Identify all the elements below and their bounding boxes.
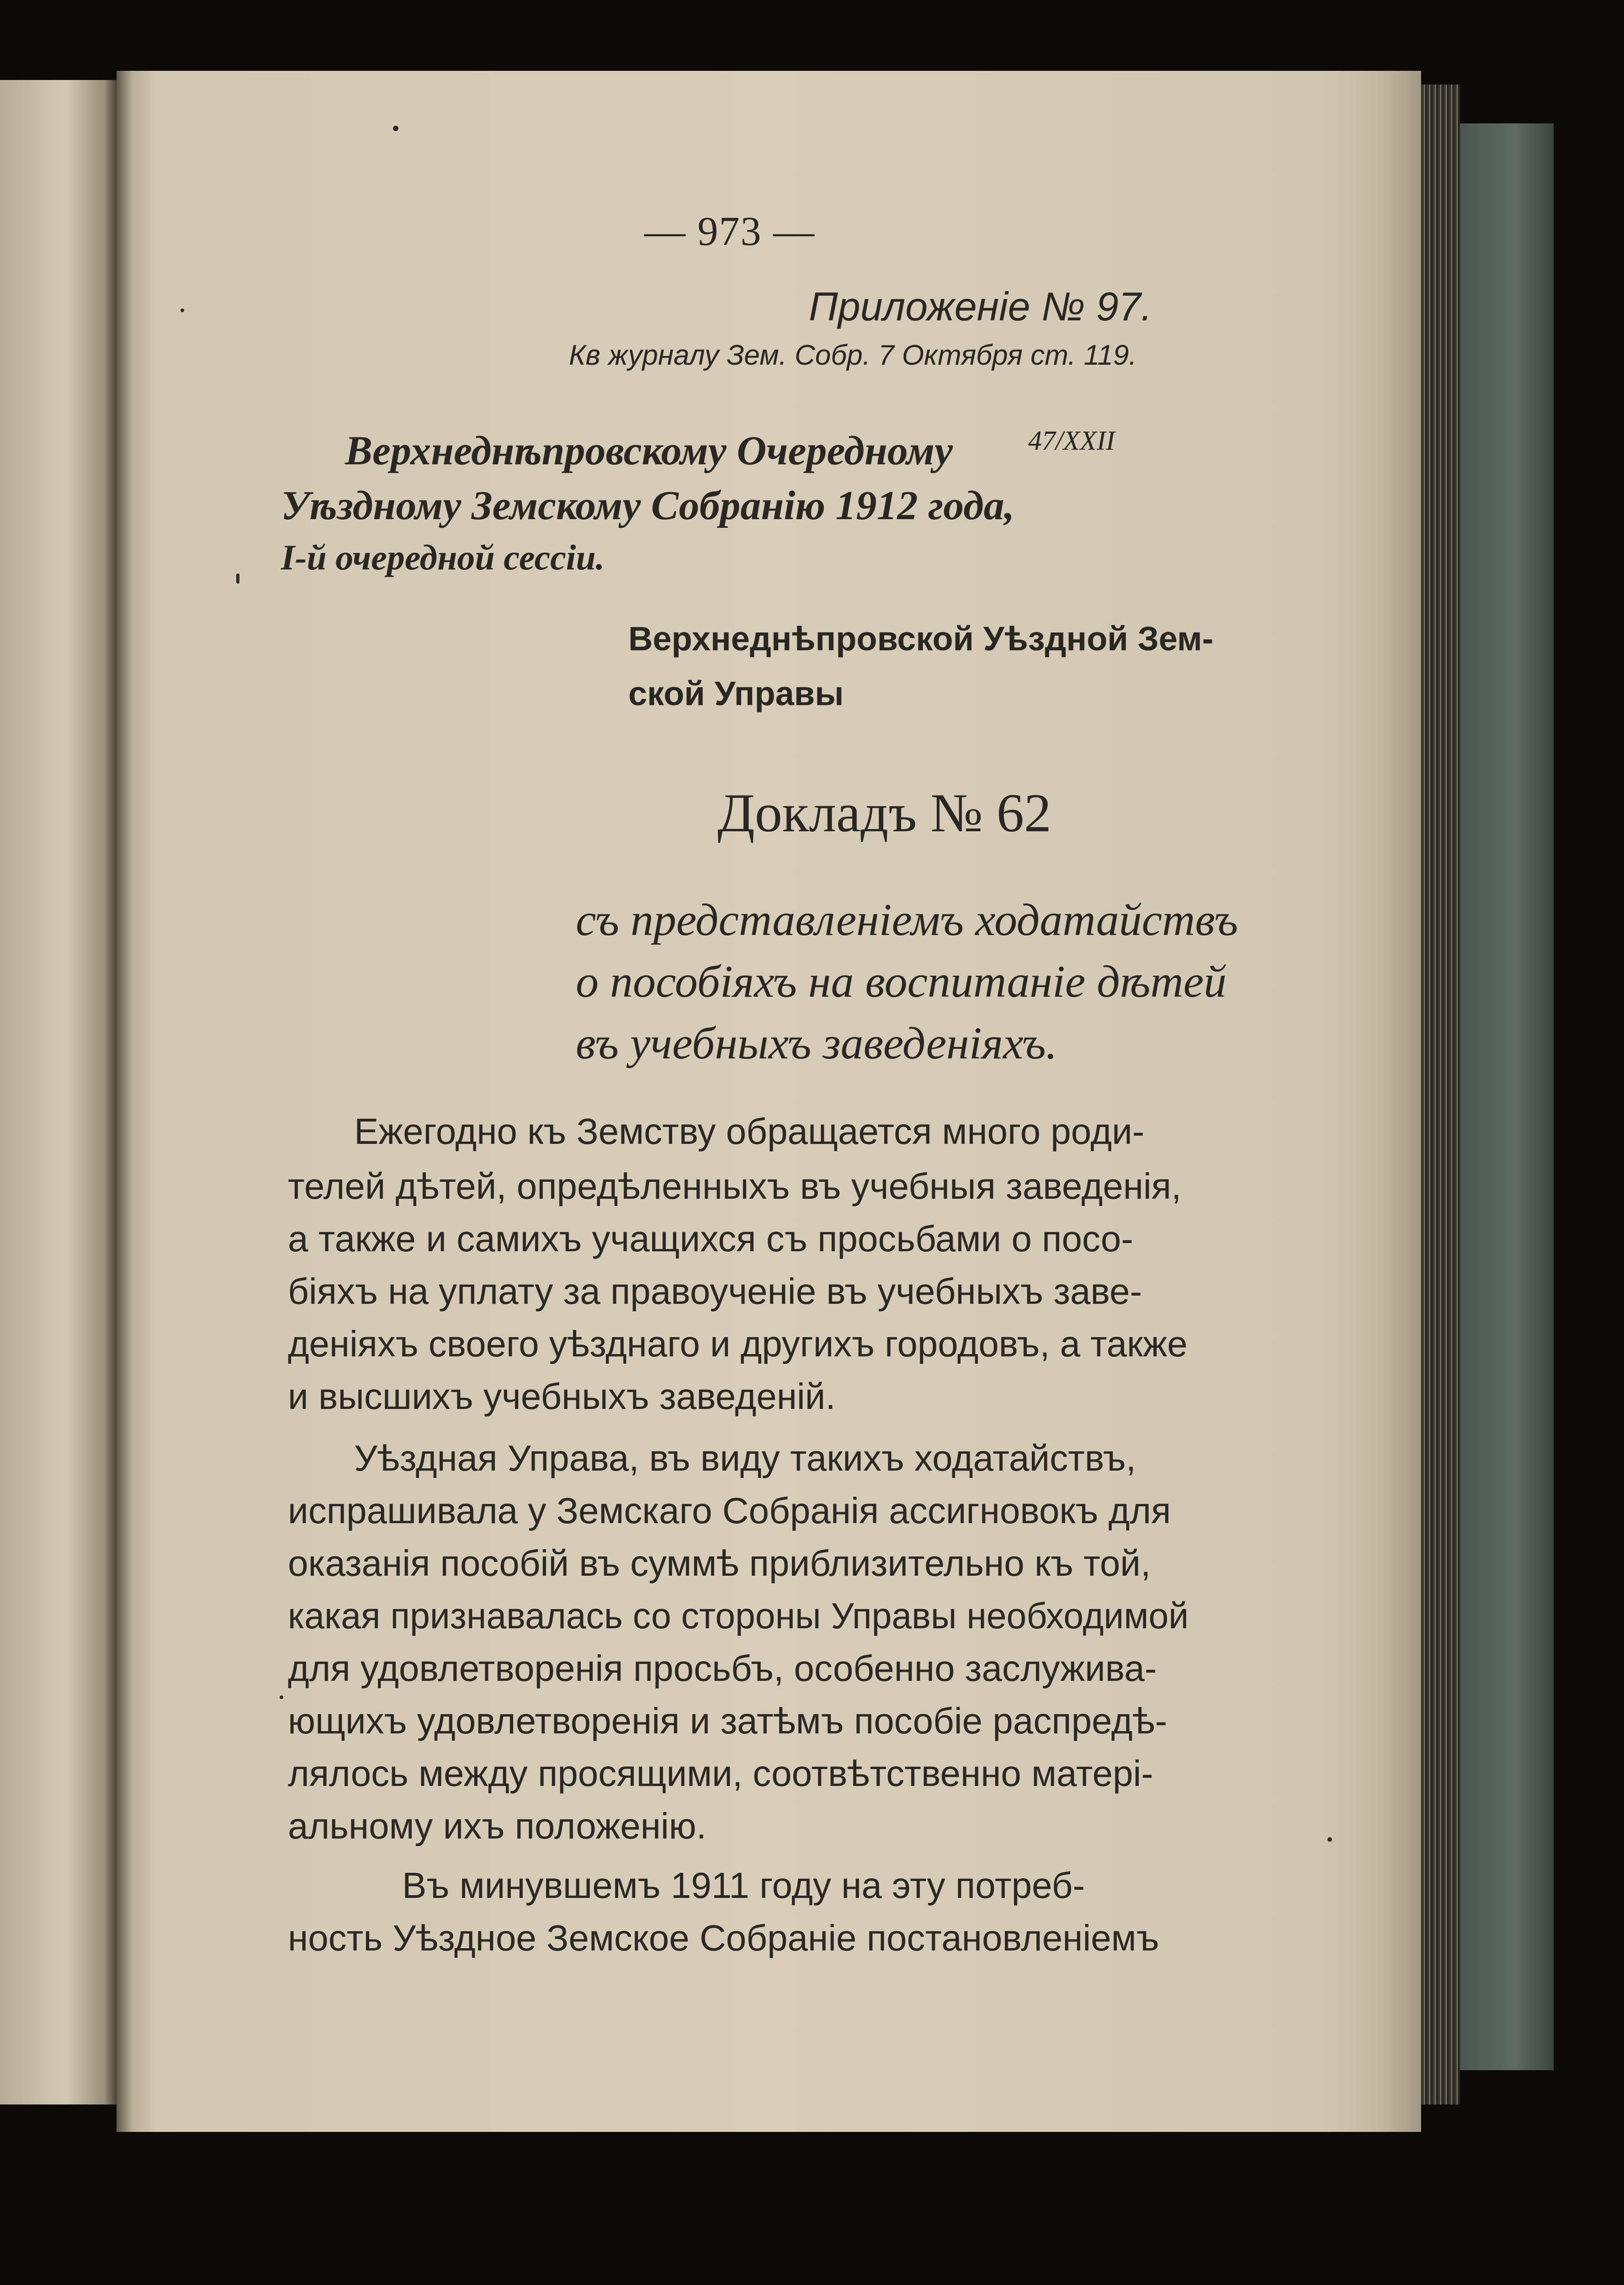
address-line-2: Уѣздному Земскому Собранiю 1912 года, <box>281 483 1015 528</box>
subject-line-3: въ учебныхъ заведенiяхъ. <box>576 1018 1057 1068</box>
paragraph-1-line-6: и высшихъ учебныхъ заведенiй. <box>288 1376 836 1417</box>
report-title: Докладъ № 62 <box>717 782 1051 843</box>
scan-speck <box>280 1695 283 1699</box>
previous-page-edge <box>0 80 119 2104</box>
paragraph-1-line-3: а также и самихъ учащихся съ просьбами о посо- <box>288 1218 1133 1259</box>
issuer-line-1: Верхнеднѣпровской Уѣздной Зем- <box>628 620 1214 658</box>
page-number: — 973 — <box>644 209 815 254</box>
subject-line-2: о пособiяхъ на воспитанiе дѣтей <box>576 956 1227 1007</box>
paragraph-1-line-2: телей дѣтей, опредѣленныхъ въ учебныя заведенiя, <box>288 1166 1182 1206</box>
journal-reference: Кв журналу Зем. Собр. 7 Октября ст. 119. <box>569 340 1137 371</box>
paragraph-2-line-1: Уѣздная Управа, въ виду такихъ ходатайствъ, <box>354 1438 1136 1478</box>
paragraph-2-line-5: для удовлетворенiя просьбъ, особенно заслужива- <box>288 1648 1157 1689</box>
paragraph-1-line-1: Ежегодно къ Земству обращается много роди- <box>354 1111 1145 1152</box>
appendix-label: Приложенiе № 97. <box>809 284 1152 329</box>
paragraph-2-line-2: испрашивала у Земскаго Собранiя ассигновокъ для <box>288 1490 1171 1531</box>
paragraph-1-line-4: бiяхъ на уплату за правоученiе въ учебныхъ заве- <box>288 1271 1142 1312</box>
issuer-line-2: ской Управы <box>628 675 844 712</box>
paragraph-3-line-2: ность Уѣздное Земское Собранiе постановленiемъ <box>288 1918 1159 1958</box>
paragraph-2-line-4: какая признавалась со стороны Управы необходимой <box>288 1595 1189 1636</box>
book-cover-edge <box>1458 123 1554 2070</box>
paragraph-1-line-5: денiяхъ своего уѣзднаго и другихъ городовъ, а также <box>288 1323 1188 1364</box>
scan-speck <box>393 126 398 131</box>
paragraph-2-line-7: лялось между просящими, соотвѣтственно матерi- <box>288 1753 1153 1794</box>
scan-speck <box>180 308 184 312</box>
paragraph-2-line-3: оказанiя пособiй въ суммѣ приблизительно къ той, <box>288 1543 1151 1584</box>
paragraph-2-line-6: ющихъ удовлетворенiя и затѣмъ пособiе распредѣ- <box>288 1700 1168 1741</box>
subject-line-1: съ представленiемъ ходатайствъ <box>576 894 1238 945</box>
address-line-1: Верхнеднѣпровскому Очередному <box>345 428 953 473</box>
registry-number: 47/XXII <box>1028 425 1115 456</box>
paragraph-3-line-1: Въ минувшемъ 1911 году на эту потреб- <box>402 1865 1085 1906</box>
address-line-3: I-й очередной сессiи. <box>281 537 605 577</box>
scan-speck <box>236 574 239 584</box>
scan-speck <box>1327 1837 1332 1842</box>
paragraph-2-line-8: альному ихъ положенiю. <box>288 1806 706 1846</box>
